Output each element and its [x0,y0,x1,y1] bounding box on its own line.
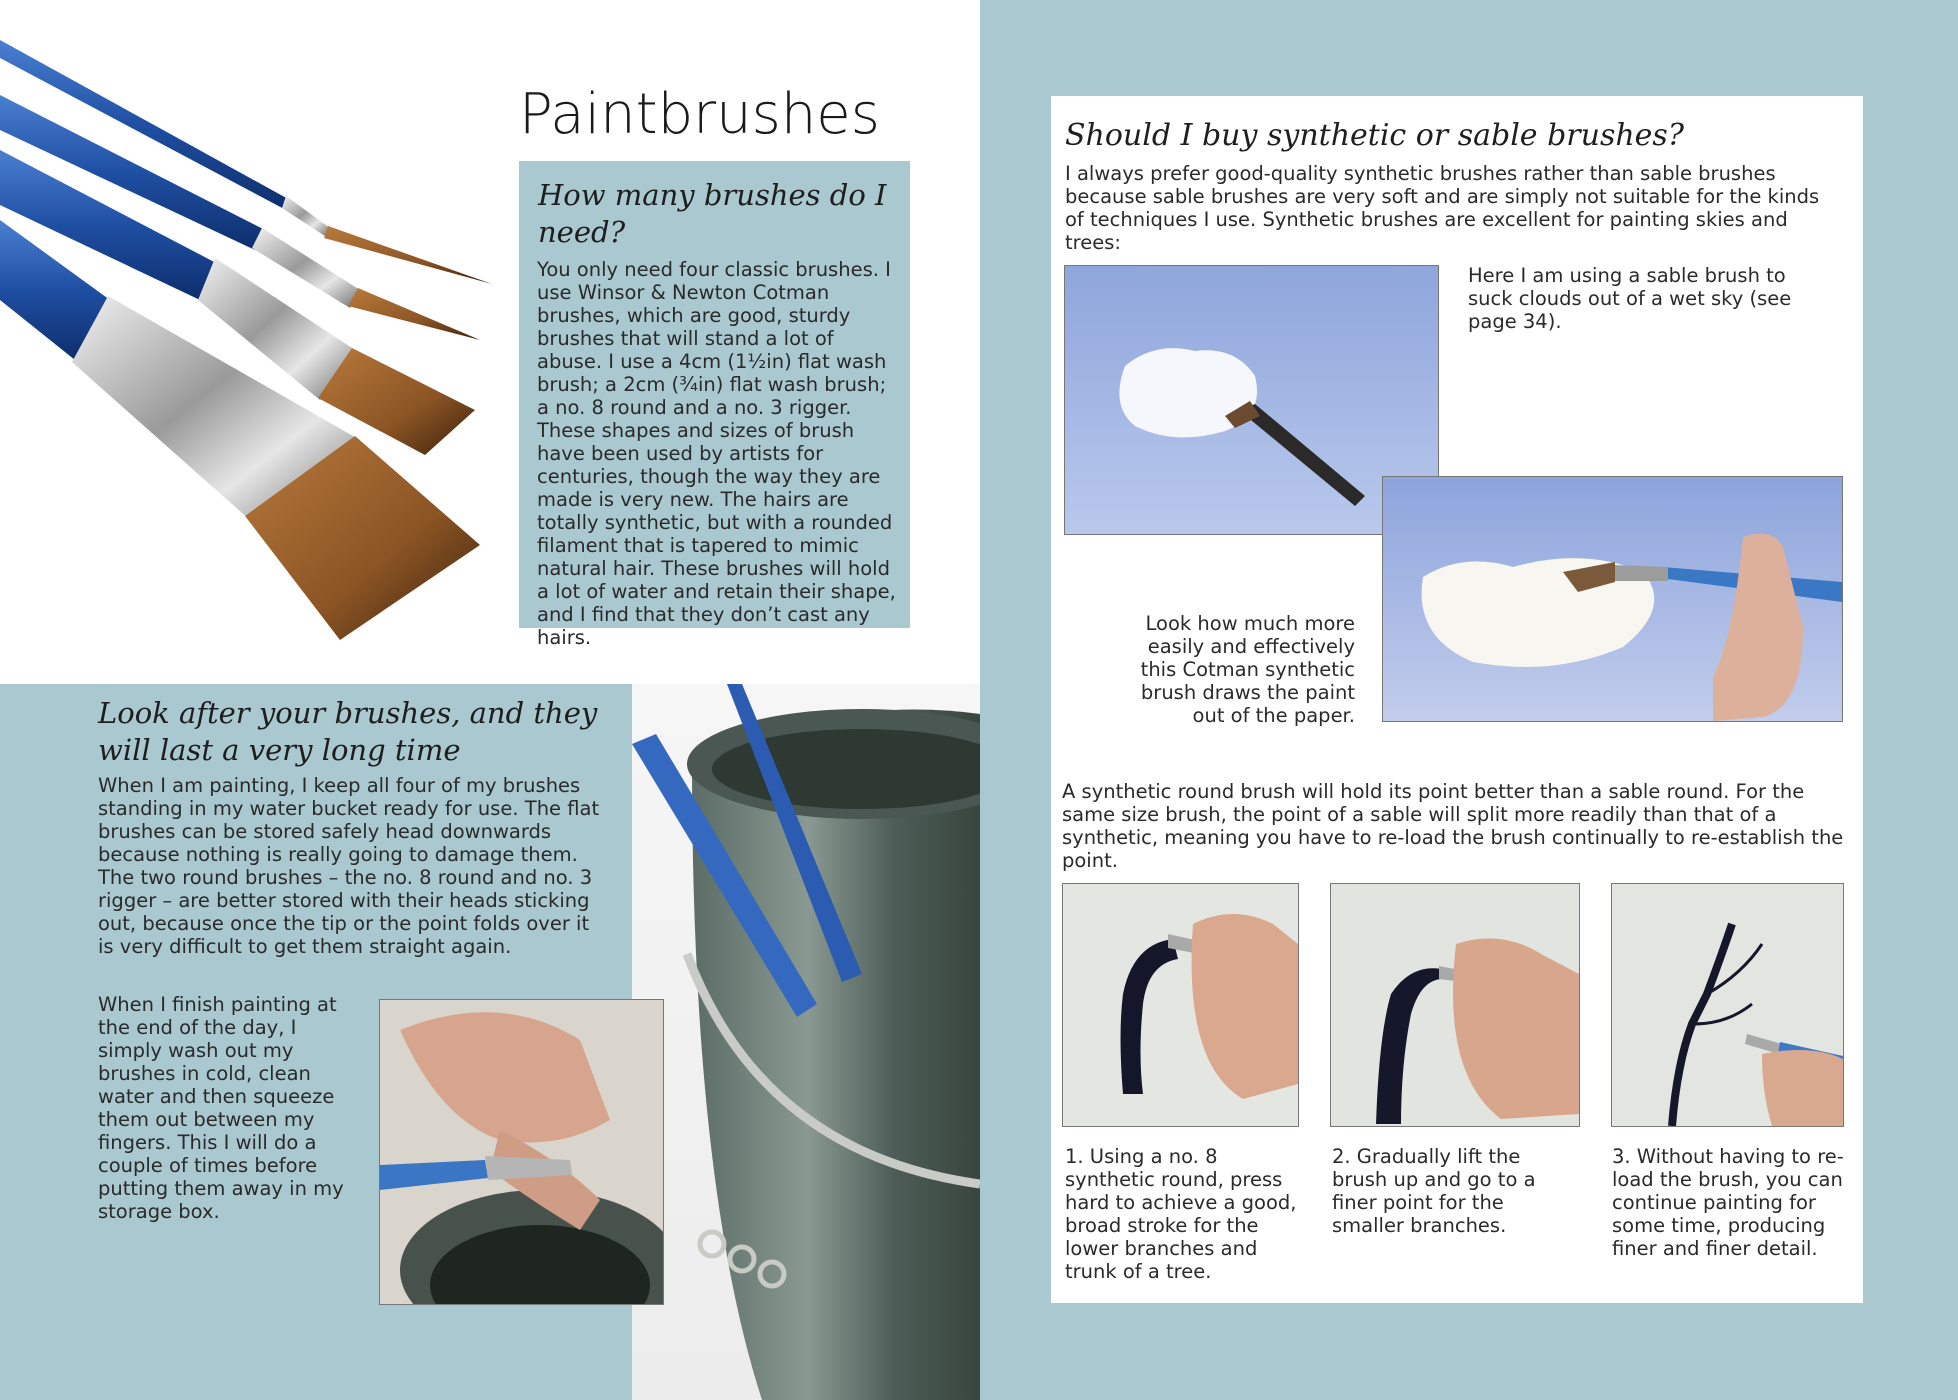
paintbrushes-photo [0,0,510,660]
step-3-caption: 3. Without having to re-load the brush, you can continue painting for some time, producing finer and finer detail. [1612,1145,1844,1260]
step-1-caption: 1. Using a no. 8 synthetic round, press hard to achieve a good, broad stroke for the lower branches and trunk of a tree. [1065,1145,1297,1283]
cotman-brush-sky-photo [1382,476,1843,722]
brush-count-heading: How many brushes do I need? [538,178,887,249]
brush-care-heading: Look after your brushes, and they will last a very long time [98,696,598,767]
round-brush-paragraph: A synthetic round brush will hold its point better than a sable round. For the same size brush, the point of a sable will split more readily than that of a synthetic, meaning you have to re-load the brush continually to re-establish the point. [1062,780,1844,872]
brush-care-text-1: When I am painting, I keep all four of my brushes standing in my water bucket ready for use. The flat brushes can be stored safely head downwards because nothing is really going to damage them. The two round brushes – the no. 8 round and no. 3 rigger – are better stored with their heads sticking out, because once the tip or the point folds over it is very difficult to get them straight again. [98,774,600,958]
synthetic-vs-sable-intro: I always prefer good-quality synthetic brushes rather than sable brushes because sable brushes are very soft and are simply not suitable for the kinds of techniques I use. Synthetic brushes are excellent for painting skies and trees: [1065,162,1820,254]
synthetic-vs-sable-heading: Should I buy synthetic or sable brushes? [1065,118,1684,153]
water-bucket-photo [632,684,980,1400]
step-3-photo [1611,883,1844,1127]
page-title: Paintbrushes [519,82,880,147]
step-2-caption: 2. Gradually lift the brush up and go to a finer point for the smaller branches. [1332,1145,1536,1237]
washing-brush-photo [379,999,664,1305]
brush-count-panel [519,161,910,649]
step-1-photo [1062,883,1299,1127]
cotman-caption: Look how much more easily and effectively this Cotman synthetic brush draws the paint out of the paper. [1140,612,1355,727]
brush-care-text-2: When I finish painting at the end of the day, I simply wash out my brushes in cold, clean water and then squeeze them out between my fingers. This I will do a couple of times before putting them away in my storage box. [98,993,344,1223]
sable-caption: Here I am using a sable brush to suck clouds out of a wet sky (see page 34). [1468,264,1792,333]
step-2-photo [1330,883,1580,1127]
brush-count-text: You only need four classic brushes. I use Winsor & Newton Cotman brushes, which are good, sturdy brushes that will stand a lot of abuse. I use a 4cm (1½in) flat wash brush; a 2cm (¾in) flat wash brush; a no. 8 round and a no. 3 rigger. These shapes and sizes of brush have been used by artists for centuries, though the way they are made is very new. The hairs are totally synthetic, but with a rounded filament that is tapered to mimic natural hair. These brushes will hold a lot of water and retain their shape, and I find that they don’t cast any hairs. [537,258,896,649]
